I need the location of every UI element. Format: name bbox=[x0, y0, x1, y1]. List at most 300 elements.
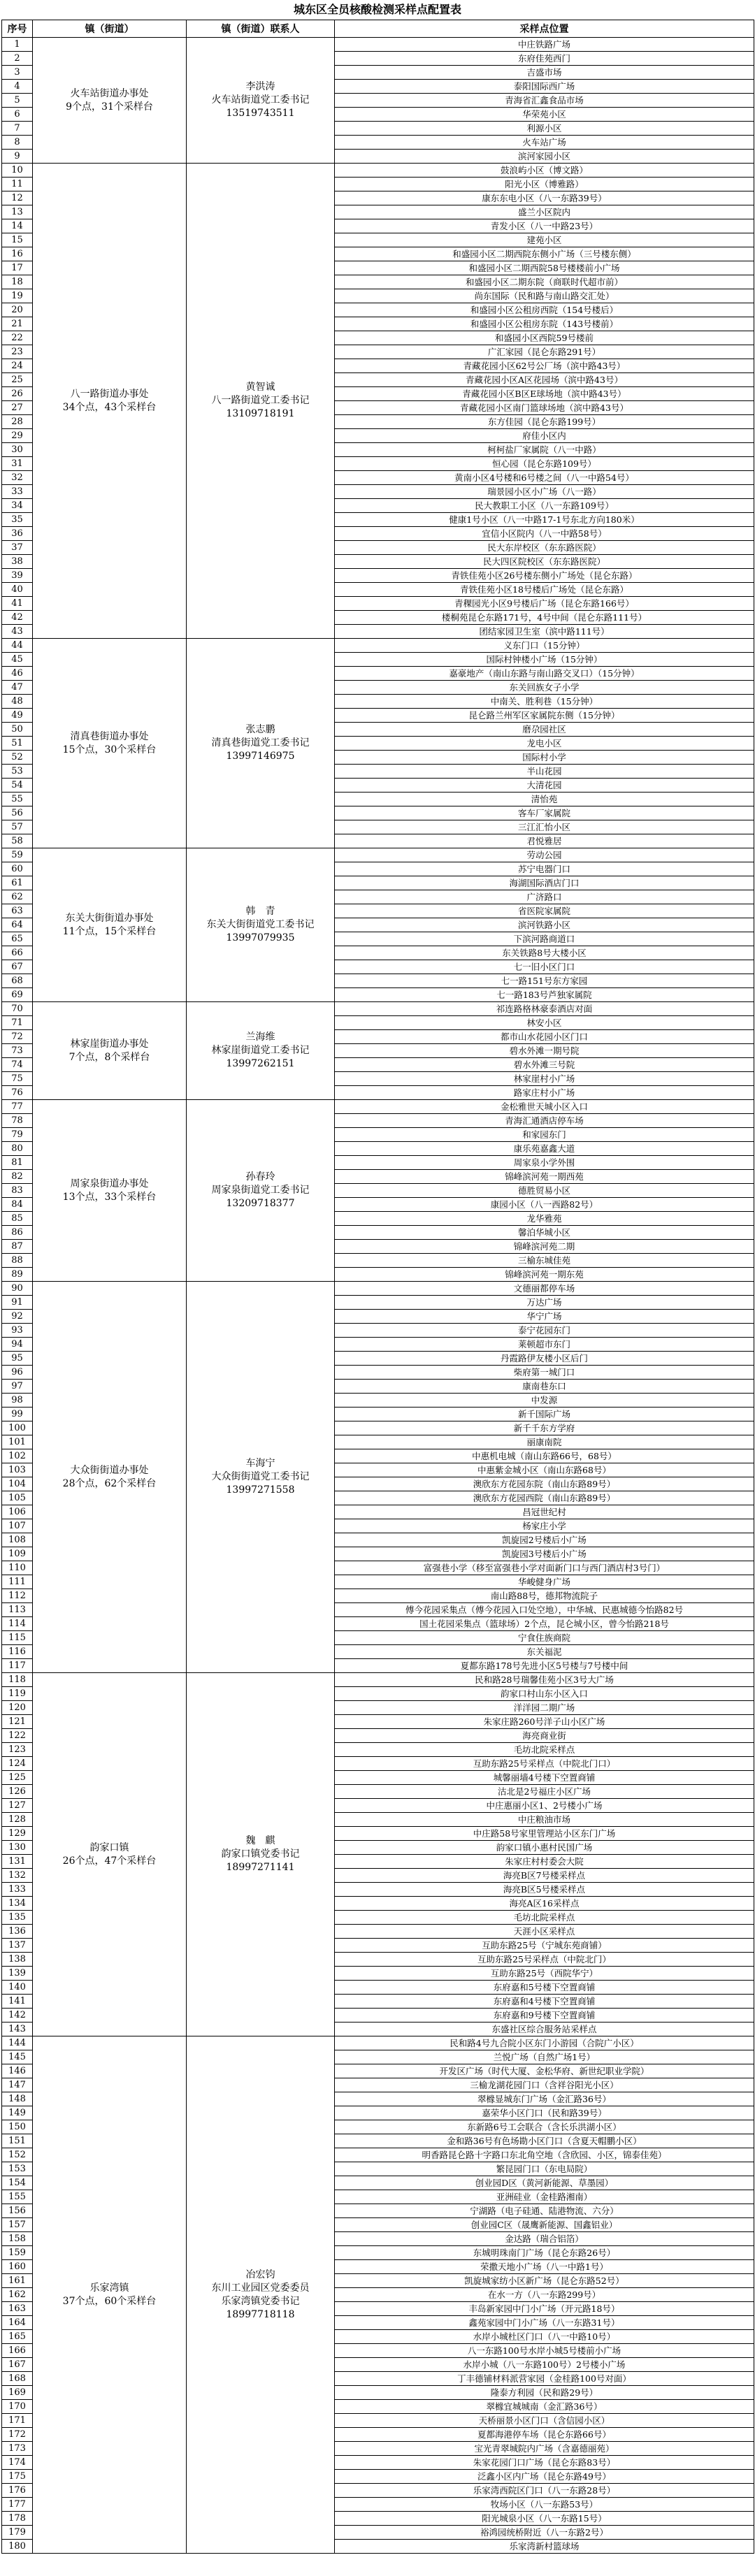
row-index: 125 bbox=[2, 1771, 33, 1785]
row-index: 76 bbox=[2, 1086, 33, 1100]
site-location: 七一旧小区门口 bbox=[335, 960, 754, 974]
row-index: 40 bbox=[2, 583, 33, 597]
site-location: 都市山水花园小区门口 bbox=[335, 1030, 754, 1044]
row-index: 17 bbox=[2, 261, 33, 275]
row-index: 133 bbox=[2, 1883, 33, 1897]
site-location: 中庄铁路广场 bbox=[335, 38, 754, 52]
row-index: 42 bbox=[2, 611, 33, 625]
site-location: 东关回族女子小学 bbox=[335, 681, 754, 695]
site-location: 泰阳国际西广场 bbox=[335, 80, 754, 94]
town-name: 林家崖街道办事处 bbox=[70, 1038, 149, 1050]
row-index: 79 bbox=[2, 1128, 33, 1142]
row-index: 39 bbox=[2, 569, 33, 583]
site-location: 泛鑫小区内广场（昆仑东路49号） bbox=[335, 2470, 754, 2484]
site-location: 锦峰滨河苑一期东苑 bbox=[335, 1268, 754, 1282]
site-location: 利源小区 bbox=[335, 122, 754, 136]
row-index: 1 bbox=[2, 38, 33, 52]
row-index: 82 bbox=[2, 1170, 33, 1184]
site-location: 中庄路58号家里管理站小区东门广场 bbox=[335, 1827, 754, 1841]
row-index: 46 bbox=[2, 667, 33, 681]
row-index: 169 bbox=[2, 2386, 33, 2400]
site-location: 民大四区院校区（东东路医院） bbox=[335, 555, 754, 569]
row-index: 122 bbox=[2, 1729, 33, 1743]
row-index: 36 bbox=[2, 527, 33, 541]
site-location: 创业园C区（晟鹰新能源、国鑫铝业） bbox=[335, 2218, 754, 2232]
row-index: 91 bbox=[2, 1296, 33, 1310]
site-location: 广济路口 bbox=[335, 890, 754, 904]
site-location: 客车厂家属院 bbox=[335, 806, 754, 820]
site-location: 金达路（瑞合铝箔） bbox=[335, 2232, 754, 2246]
table-row bbox=[2, 38, 754, 52]
row-index: 161 bbox=[2, 2274, 33, 2288]
site-location: 天涯小区采样点 bbox=[335, 1925, 754, 1939]
site-location: 天桥丽景小区门口（含信园小区） bbox=[335, 2414, 754, 2428]
site-location: 省医院家属院 bbox=[335, 904, 754, 918]
row-index: 87 bbox=[2, 1240, 33, 1254]
site-location: 瑞景园小区小广场（八一路） bbox=[335, 485, 754, 499]
contact-title: 周家泉街道党工委书记 bbox=[211, 1185, 310, 1196]
page-title: 城东区全员核酸检测采样点配置表 bbox=[293, 3, 461, 16]
table-row bbox=[2, 848, 754, 862]
site-location: 中惠机电城（南山东路66号，68号） bbox=[335, 1449, 754, 1463]
row-index: 4 bbox=[2, 80, 33, 94]
row-index: 8 bbox=[2, 136, 33, 150]
row-index: 146 bbox=[2, 2064, 33, 2078]
site-location: 鑫苑家园中门小广场（八一东路31号） bbox=[335, 2316, 754, 2330]
site-location: 锦峰滨河苑二期 bbox=[335, 1240, 754, 1254]
row-index: 107 bbox=[2, 1519, 33, 1533]
row-index: 171 bbox=[2, 2414, 33, 2428]
row-index: 124 bbox=[2, 1757, 33, 1771]
contact-name: 黄智诚 bbox=[245, 382, 275, 393]
row-index: 135 bbox=[2, 1911, 33, 1925]
table-row bbox=[2, 639, 754, 653]
row-index: 93 bbox=[2, 1324, 33, 1338]
contact-name: 魏 麒 bbox=[245, 1835, 275, 1846]
row-index: 24 bbox=[2, 359, 33, 373]
contact-name: 张志鹏 bbox=[245, 724, 275, 735]
row-index: 100 bbox=[2, 1421, 33, 1435]
row-index: 137 bbox=[2, 1939, 33, 1953]
row-index: 175 bbox=[2, 2470, 33, 2484]
contact-phone: 13997146975 bbox=[226, 751, 295, 762]
row-index: 45 bbox=[2, 653, 33, 667]
row-index: 14 bbox=[2, 219, 33, 233]
row-index: 117 bbox=[2, 1659, 33, 1673]
site-location: 三榆东城佳苑 bbox=[335, 1254, 754, 1268]
row-index: 85 bbox=[2, 1212, 33, 1226]
site-location: 毛坊北院采样点 bbox=[335, 1743, 754, 1757]
row-index: 136 bbox=[2, 1925, 33, 1939]
row-index: 75 bbox=[2, 1072, 33, 1086]
row-index: 127 bbox=[2, 1799, 33, 1813]
row-index: 70 bbox=[2, 1002, 33, 1016]
site-location: 东关铁路8号大楼小区 bbox=[335, 946, 754, 960]
site-location: 阳光小区（博雅路） bbox=[335, 178, 754, 191]
site-location: 和盛园小区二期东院（商联时代超市前） bbox=[335, 275, 754, 289]
row-index: 155 bbox=[2, 2190, 33, 2204]
row-index: 158 bbox=[2, 2232, 33, 2246]
contact-cell bbox=[187, 164, 335, 639]
row-index: 5 bbox=[2, 94, 33, 108]
site-location: 青海汇通酒店停车场 bbox=[335, 1114, 754, 1128]
site-location: 澳欣东方花园东院（南山东路89号） bbox=[335, 1477, 754, 1491]
site-location: 七一路151号东方家园 bbox=[335, 974, 754, 988]
site-location: 明香路昆仑路十字路口东北角空地（含欣园、小区，锦泰佳苑） bbox=[335, 2148, 754, 2162]
row-index: 28 bbox=[2, 415, 33, 429]
row-index: 98 bbox=[2, 1394, 33, 1408]
site-location: 互助东路25号（西院华宁） bbox=[335, 1967, 754, 1981]
contact-cell bbox=[187, 38, 335, 164]
row-index: 113 bbox=[2, 1603, 33, 1617]
site-location: 民和路4号九合院小区东门小游园（合院广小区） bbox=[335, 2036, 754, 2050]
row-index: 108 bbox=[2, 1533, 33, 1547]
contact-title: 东川工业园区党委委员 bbox=[211, 2282, 310, 2294]
site-location: 三江汇怡小区 bbox=[335, 820, 754, 834]
site-location: 青藏花园小区B区E球场地（滨中路43号） bbox=[335, 387, 754, 401]
row-index: 30 bbox=[2, 443, 33, 457]
row-index: 103 bbox=[2, 1463, 33, 1477]
row-index: 173 bbox=[2, 2442, 33, 2456]
site-location: 青藏花园小区A区花园场（滨中路43号） bbox=[335, 373, 754, 387]
town-summary: 13个点，33个采样台 bbox=[62, 1191, 157, 1203]
site-location: 恒心园（昆仑东路109号） bbox=[335, 457, 754, 471]
row-index: 41 bbox=[2, 597, 33, 611]
site-location: 民大东岸校区（东东路医院） bbox=[335, 541, 754, 555]
row-index: 2 bbox=[2, 52, 33, 66]
town-cell bbox=[33, 1673, 187, 2036]
site-location: 柯柯盐厂家属院（八一中路） bbox=[335, 443, 754, 457]
row-index: 80 bbox=[2, 1142, 33, 1156]
site-location: 中惠紫金城小区（南山东路68号） bbox=[335, 1463, 754, 1477]
site-location: 碧水外滩一期号院 bbox=[335, 1044, 754, 1058]
row-index: 99 bbox=[2, 1408, 33, 1421]
row-index: 83 bbox=[2, 1184, 33, 1198]
row-index: 156 bbox=[2, 2204, 33, 2218]
row-index: 65 bbox=[2, 932, 33, 946]
town-cell bbox=[33, 1282, 187, 1673]
site-location: 澳欣东方花园西院（南山东路89号） bbox=[335, 1491, 754, 1505]
row-index: 128 bbox=[2, 1813, 33, 1827]
site-location: 亚洲硅业（金桂路湘南） bbox=[335, 2190, 754, 2204]
site-location: 青藏花园小区南门篮球场地（滨中路43号） bbox=[335, 401, 754, 415]
site-location: 宁食住族商院 bbox=[335, 1631, 754, 1645]
row-index: 112 bbox=[2, 1589, 33, 1603]
site-location: 国土花园采集点（篮球场）2个点，昆仑城小区，曾今怡路218号 bbox=[335, 1617, 754, 1631]
site-location: 新千国际广场 bbox=[335, 1408, 754, 1421]
row-index: 157 bbox=[2, 2218, 33, 2232]
site-location: 朱家庄路260号洋子山小区广场 bbox=[335, 1715, 754, 1729]
site-location: 碧水外滩三号院 bbox=[335, 1058, 754, 1072]
site-location: 互助东路25号（宁城东苑商铺） bbox=[335, 1939, 754, 1953]
site-location: 康园小区（八一西路82号） bbox=[335, 1198, 754, 1212]
site-location: 荣撒天地小广场（八一中路1号） bbox=[335, 2260, 754, 2274]
row-index: 59 bbox=[2, 848, 33, 862]
row-index: 121 bbox=[2, 1715, 33, 1729]
site-location: 南山路88号，德邦物流院子 bbox=[335, 1589, 754, 1603]
site-location: 民大教职工小区（八一东路109号） bbox=[335, 499, 754, 513]
town-cell bbox=[33, 639, 187, 848]
site-location: 路家庄村小广场 bbox=[335, 1086, 754, 1100]
row-index: 9 bbox=[2, 150, 33, 164]
town-cell bbox=[33, 1002, 187, 1100]
contact-title: 火车站街道党工委书记 bbox=[211, 94, 310, 106]
row-index: 134 bbox=[2, 1897, 33, 1911]
site-location: 昌冠世纪村 bbox=[335, 1505, 754, 1519]
row-index: 105 bbox=[2, 1491, 33, 1505]
site-location: 义东门口（15分钟） bbox=[335, 639, 754, 653]
town-summary: 26个点，47个采样台 bbox=[62, 1855, 157, 1867]
site-location: 华宁广场 bbox=[335, 1310, 754, 1324]
site-location: 林安小区 bbox=[335, 1016, 754, 1030]
site-location: 海亮A区16采样点 bbox=[335, 1897, 754, 1911]
site-location: 杨家庄小学 bbox=[335, 1519, 754, 1533]
site-location: 八一东路100号水岸小城5号楼前小广场 bbox=[335, 2344, 754, 2358]
site-location: 昆仑路兰州军区家属院东侧（15分钟） bbox=[335, 709, 754, 723]
row-index: 52 bbox=[2, 751, 33, 765]
table-row bbox=[2, 1282, 754, 1296]
site-location: 龙电小区 bbox=[335, 737, 754, 751]
site-location: 康东东电小区（八一东路39号） bbox=[335, 191, 754, 205]
row-index: 69 bbox=[2, 988, 33, 1002]
row-index: 3 bbox=[2, 66, 33, 80]
site-location: 新千千东方学府 bbox=[335, 1421, 754, 1435]
contact-title: 韵家口镇党委书记 bbox=[221, 1848, 300, 1860]
row-index: 50 bbox=[2, 723, 33, 737]
row-index: 54 bbox=[2, 779, 33, 793]
site-location: 德胜贸易小区 bbox=[335, 1184, 754, 1198]
row-index: 172 bbox=[2, 2428, 33, 2442]
row-index: 35 bbox=[2, 513, 33, 527]
town-summary: 7个点，8个采样台 bbox=[69, 1051, 150, 1063]
contact-title: 清真巷街道党工委书记 bbox=[211, 737, 310, 748]
site-location: 馨泊华城小区 bbox=[335, 1226, 754, 1240]
row-index: 81 bbox=[2, 1156, 33, 1170]
site-location: 朱家花园门口广场（昆仑东路83号） bbox=[335, 2456, 754, 2470]
site-location: 中南关、胜利巷（15分钟） bbox=[335, 695, 754, 709]
site-location: 嘉荣华小区门口（民和路39号） bbox=[335, 2106, 754, 2120]
row-index: 43 bbox=[2, 625, 33, 639]
row-index: 144 bbox=[2, 2036, 33, 2050]
contact-title: 东关大街街道党工委书记 bbox=[206, 919, 315, 930]
site-location: 和盛园小区公租房西院（154号楼后） bbox=[335, 303, 754, 317]
row-index: 102 bbox=[2, 1449, 33, 1463]
row-index: 31 bbox=[2, 457, 33, 471]
site-location: 中庄惠丽小区1、2号楼小广场 bbox=[335, 1799, 754, 1813]
site-location: 和盛园小区二期西院58号楼楼前小广场 bbox=[335, 261, 754, 275]
site-location: 金和路36号有色场勘小区门口（含夏天帽鹏小区） bbox=[335, 2134, 754, 2148]
contact-phone: 13997262151 bbox=[226, 1058, 295, 1069]
site-location: 水岸小城杜区门口（八一中路10号） bbox=[335, 2330, 754, 2344]
contact-title: 大众街街道党工委书记 bbox=[211, 1471, 310, 1482]
contact-cell bbox=[187, 1673, 335, 2036]
row-index: 37 bbox=[2, 541, 33, 555]
town-name: 周家泉街道办事处 bbox=[70, 1178, 149, 1189]
row-index: 170 bbox=[2, 2400, 33, 2414]
site-location: 三榆龙湖花园门口（含祥谷阳光小区） bbox=[335, 2078, 754, 2092]
row-index: 49 bbox=[2, 709, 33, 723]
site-location: 华荣苑小区 bbox=[335, 108, 754, 122]
row-index: 74 bbox=[2, 1058, 33, 1072]
site-location: 东方佳园（昆仑东路199号） bbox=[335, 415, 754, 429]
town-cell bbox=[33, 2036, 187, 2554]
site-location: 乐家湾新村篮球场 bbox=[335, 2540, 754, 2554]
row-index: 106 bbox=[2, 1505, 33, 1519]
site-location: 互助东路25号采样点（中院北门口） bbox=[335, 1757, 754, 1771]
row-index: 89 bbox=[2, 1268, 33, 1282]
site-location: 阳光城泉小区（八一东路15号） bbox=[335, 2512, 754, 2526]
site-location: 东新路6号工会联合（含长乐洪湖小区） bbox=[335, 2120, 754, 2134]
row-index: 162 bbox=[2, 2288, 33, 2302]
row-index: 120 bbox=[2, 1701, 33, 1715]
site-location: 七一路183号芦独家属院 bbox=[335, 988, 754, 1002]
row-index: 101 bbox=[2, 1435, 33, 1449]
row-index: 130 bbox=[2, 1841, 33, 1855]
site-location: 丽康南院 bbox=[335, 1435, 754, 1449]
site-location: 东城明珠南门广场（昆仑东路26号） bbox=[335, 2246, 754, 2260]
row-index: 10 bbox=[2, 164, 33, 178]
row-index: 44 bbox=[2, 639, 33, 653]
row-index: 33 bbox=[2, 485, 33, 499]
town-name: 八一路街道办事处 bbox=[70, 388, 149, 400]
row-index: 168 bbox=[2, 2372, 33, 2386]
row-index: 164 bbox=[2, 2316, 33, 2330]
site-location: 青稞园光小区9号楼后广场（昆仑东路166号） bbox=[335, 597, 754, 611]
table-row bbox=[2, 164, 754, 178]
row-index: 32 bbox=[2, 471, 33, 485]
contact-phone: 13997079935 bbox=[226, 932, 295, 943]
row-index: 154 bbox=[2, 2176, 33, 2190]
row-index: 129 bbox=[2, 1827, 33, 1841]
header-town: 镇（街道） bbox=[33, 20, 187, 38]
site-location: 沽北是2号福庄小区广场 bbox=[335, 1785, 754, 1799]
row-index: 64 bbox=[2, 918, 33, 932]
row-index: 62 bbox=[2, 890, 33, 904]
site-location: 城馨丽墙4号楼下空置商铺 bbox=[335, 1771, 754, 1785]
row-index: 126 bbox=[2, 1785, 33, 1799]
site-location: 柴府第一城门口 bbox=[335, 1366, 754, 1380]
table-row bbox=[2, 2036, 754, 2050]
site-location: 劳动公园 bbox=[335, 848, 754, 862]
town-name: 东关大街街道办事处 bbox=[65, 912, 154, 924]
site-location: 翠橼显城东门广场（金汇路36号） bbox=[335, 2092, 754, 2106]
row-index: 111 bbox=[2, 1575, 33, 1589]
row-index: 148 bbox=[2, 2092, 33, 2106]
row-index: 63 bbox=[2, 904, 33, 918]
row-index: 152 bbox=[2, 2148, 33, 2162]
row-index: 11 bbox=[2, 178, 33, 191]
site-location: 林家崖村小广场 bbox=[335, 1072, 754, 1086]
contact-title: 八一路街道党工委书记 bbox=[211, 395, 310, 406]
row-index: 7 bbox=[2, 122, 33, 136]
contact-name: 李洪涛 bbox=[245, 81, 275, 92]
site-location: 和盛园小区二期西院东侧小广场（三号楼东侧） bbox=[335, 247, 754, 261]
row-index: 71 bbox=[2, 1016, 33, 1030]
row-index: 72 bbox=[2, 1030, 33, 1044]
site-location: 凯旋园2号楼后小广场 bbox=[335, 1533, 754, 1547]
town-summary: 37个点，60个采样台 bbox=[62, 2295, 157, 2307]
row-index: 178 bbox=[2, 2512, 33, 2526]
site-location: 开发区广场（时代大厦、金松华府、新世纪职业学院） bbox=[335, 2064, 754, 2078]
row-index: 179 bbox=[2, 2526, 33, 2540]
site-location: 金松雅世天城小区入口 bbox=[335, 1100, 754, 1114]
town-name: 清真巷街道办事处 bbox=[70, 730, 149, 742]
row-index: 26 bbox=[2, 387, 33, 401]
row-index: 94 bbox=[2, 1338, 33, 1352]
site-location: 文德丽都停车场 bbox=[335, 1282, 754, 1296]
site-location: 华峻健身广场 bbox=[335, 1575, 754, 1589]
site-location: 滨河铁路小区 bbox=[335, 918, 754, 932]
row-index: 48 bbox=[2, 695, 33, 709]
contact-cell bbox=[187, 2036, 335, 2554]
site-location: 青海省汇鑫食品市场 bbox=[335, 94, 754, 108]
town-summary: 11个点，15个采样台 bbox=[62, 925, 157, 937]
table-header-row bbox=[2, 20, 754, 38]
row-index: 143 bbox=[2, 2023, 33, 2036]
site-location: 朱家庄村村委会大院 bbox=[335, 1855, 754, 1869]
site-location: 嘉豪地产（南山东路与南山路交叉口）（15分钟） bbox=[335, 667, 754, 681]
site-location: 乐家湾西院区门口（八一东路28号） bbox=[335, 2484, 754, 2498]
site-location: 繁昆园门口（东电局院） bbox=[335, 2162, 754, 2176]
town-name: 火车站街道办事处 bbox=[70, 87, 149, 99]
site-location: 苏宁电器门口 bbox=[335, 862, 754, 876]
row-index: 13 bbox=[2, 205, 33, 219]
row-index: 160 bbox=[2, 2260, 33, 2274]
site-location: 东关福泥 bbox=[335, 1645, 754, 1659]
row-index: 38 bbox=[2, 555, 33, 569]
site-location: 君悦雅居 bbox=[335, 834, 754, 848]
site-location: 富强巷小学（移至富强巷小学对面新门口与西门酒店村3号门） bbox=[335, 1561, 754, 1575]
row-index: 16 bbox=[2, 247, 33, 261]
site-location: 中庄粮油市场 bbox=[335, 1813, 754, 1827]
row-index: 165 bbox=[2, 2330, 33, 2344]
row-index: 141 bbox=[2, 1995, 33, 2009]
site-location: 青铁佳苑小区26号楼东侧小广场处（昆仑东路） bbox=[335, 569, 754, 583]
contact-cell bbox=[187, 1002, 335, 1100]
row-index: 68 bbox=[2, 974, 33, 988]
row-index: 22 bbox=[2, 331, 33, 345]
row-index: 114 bbox=[2, 1617, 33, 1631]
site-location: 滨河家园小区 bbox=[335, 150, 754, 164]
row-index: 88 bbox=[2, 1254, 33, 1268]
site-location: 夏都东路178号先进小区5号楼与7号楼中间 bbox=[335, 1659, 754, 1673]
contact-phone: 13997271558 bbox=[226, 1484, 295, 1496]
row-index: 115 bbox=[2, 1631, 33, 1645]
town-summary: 34个点，43个采样台 bbox=[62, 401, 157, 413]
site-location: 东府嘉和5号楼下空置商铺 bbox=[335, 1981, 754, 1995]
site-location: 宁湖路（电子硅通、陆港物流、六分） bbox=[335, 2204, 754, 2218]
row-index: 149 bbox=[2, 2106, 33, 2120]
site-location: 黄南小区4号楼和6号楼之间（八一中路54号） bbox=[335, 471, 754, 485]
row-index: 150 bbox=[2, 2120, 33, 2134]
town-name: 乐家湾镇 bbox=[89, 2282, 129, 2294]
row-index: 23 bbox=[2, 345, 33, 359]
table-row bbox=[2, 1673, 754, 1687]
row-index: 118 bbox=[2, 1673, 33, 1687]
site-location: 半山花园 bbox=[335, 765, 754, 779]
row-index: 176 bbox=[2, 2484, 33, 2498]
row-index: 78 bbox=[2, 1114, 33, 1128]
town-cell bbox=[33, 164, 187, 639]
contact-phone: 13519743511 bbox=[226, 108, 295, 119]
site-location: 洋洋园二期广场 bbox=[335, 1701, 754, 1715]
site-location: 和盛园小区公租房东院（143号楼前） bbox=[335, 317, 754, 331]
contact-name: 冶宏钧 bbox=[245, 2269, 275, 2280]
site-location: 丹霞路伊友楼小区后门 bbox=[335, 1352, 754, 1366]
contact-title: 乐家湾镇党委书记 bbox=[221, 2295, 300, 2307]
row-index: 61 bbox=[2, 876, 33, 890]
row-index: 58 bbox=[2, 834, 33, 848]
